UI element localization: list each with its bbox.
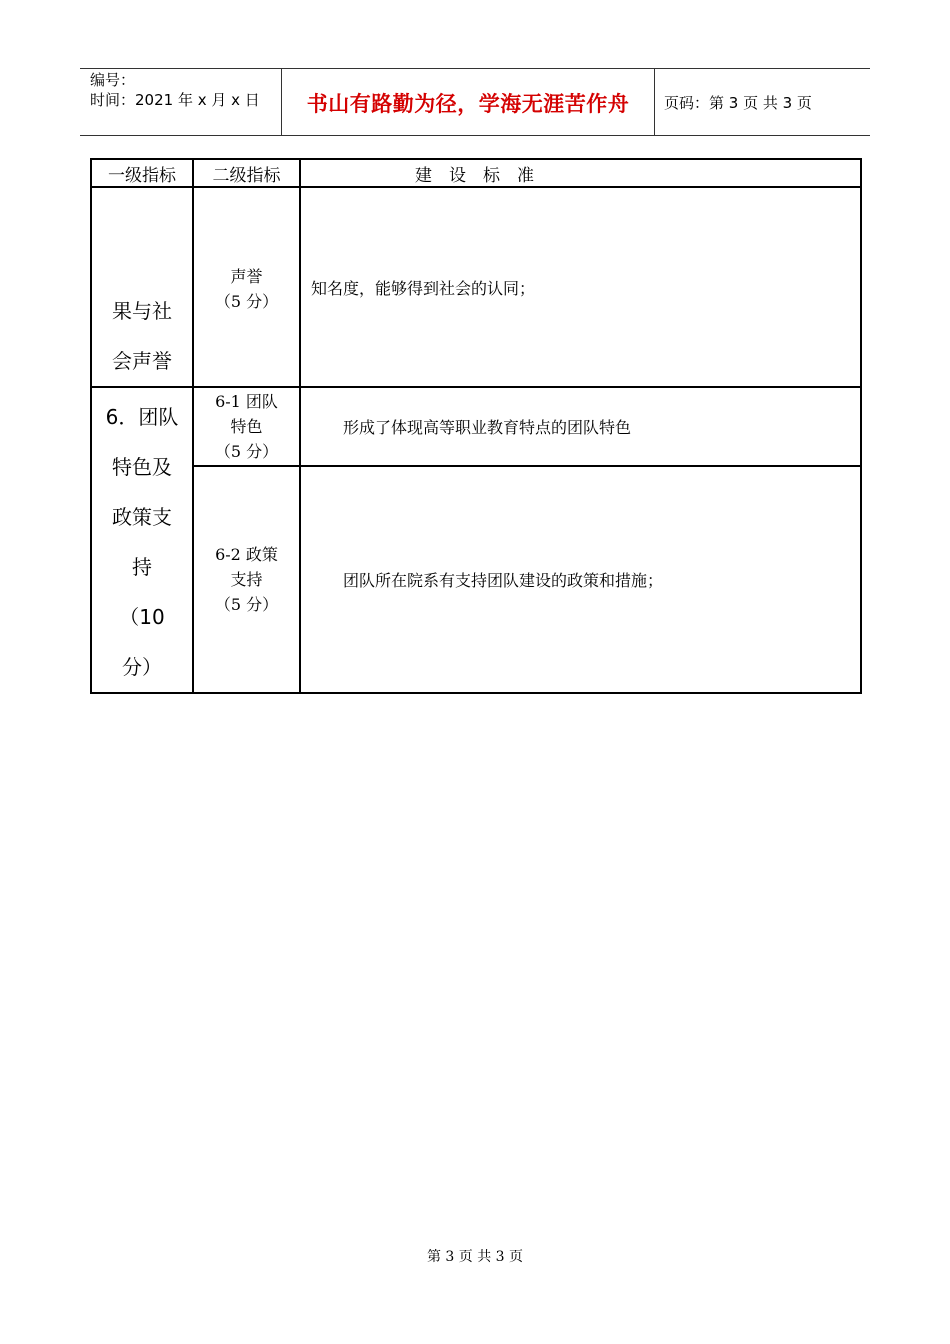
header-page-info: 页码：第 3 页 共 3 页 (664, 94, 812, 112)
level2-line: （5 分） (214, 292, 279, 311)
level1-line: 6．团队 (105, 405, 179, 429)
col-header-level2: 二级指标 (193, 159, 300, 187)
standards-table (90, 158, 862, 694)
level2-line: 6-1 团队 (215, 392, 278, 412)
standard-text: 形成了体现高等职业教育特点的团队特色 (343, 418, 632, 438)
table-row (91, 466, 861, 693)
level2-cell (193, 187, 300, 387)
level2-line: 6-2 政策 (215, 545, 278, 565)
level1-line: 特色及 (112, 455, 172, 479)
level1-line: 果与社 (112, 299, 172, 323)
level1-line: 分） (122, 655, 162, 679)
table-row (91, 187, 861, 387)
level2-line: （5 分） (214, 595, 279, 615)
level1-line: 会声誉 (112, 349, 172, 373)
header-motto: 书山有路勤为径，学海无涯苦作舟 (306, 92, 630, 116)
level2-line: 支持 (230, 570, 263, 590)
standard-cell (300, 466, 861, 693)
col-header-standard (300, 159, 861, 187)
level2-cell (193, 466, 300, 693)
col-header-level1: 一级指标 (91, 159, 193, 187)
level1-cell (91, 187, 193, 387)
header-meta (90, 70, 260, 110)
standard-cell (300, 187, 861, 387)
header-top-rule (80, 68, 870, 69)
level1-line: （10 (119, 605, 165, 629)
standard-text: 团队所在院系有支持团队建设的政策和措施； (343, 571, 664, 591)
standard-text: 知名度，能够得到社会的认同； (311, 278, 536, 298)
doc-number: 编号： (90, 71, 136, 89)
level2-cell (193, 387, 300, 466)
table-header-row (91, 159, 861, 187)
level1-line: 持 (132, 555, 152, 579)
header-divider-2 (654, 68, 655, 136)
header-bottom-rule (80, 135, 870, 136)
level1-line: 政策支 (112, 505, 172, 529)
doc-date: 时间：2021 年 x 月 x 日 (90, 91, 260, 109)
page-footer: 第 3 页 共 3 页 (426, 1249, 524, 1265)
standard-cell (300, 387, 861, 466)
level2-line: （5 分） (214, 442, 279, 462)
table-row (91, 387, 861, 466)
level2-line: 特色 (230, 417, 263, 437)
level2-line: 声誉 (230, 267, 263, 286)
level1-cell (91, 387, 193, 693)
col-header-standard-label: 建 设 标 准 (415, 165, 534, 186)
